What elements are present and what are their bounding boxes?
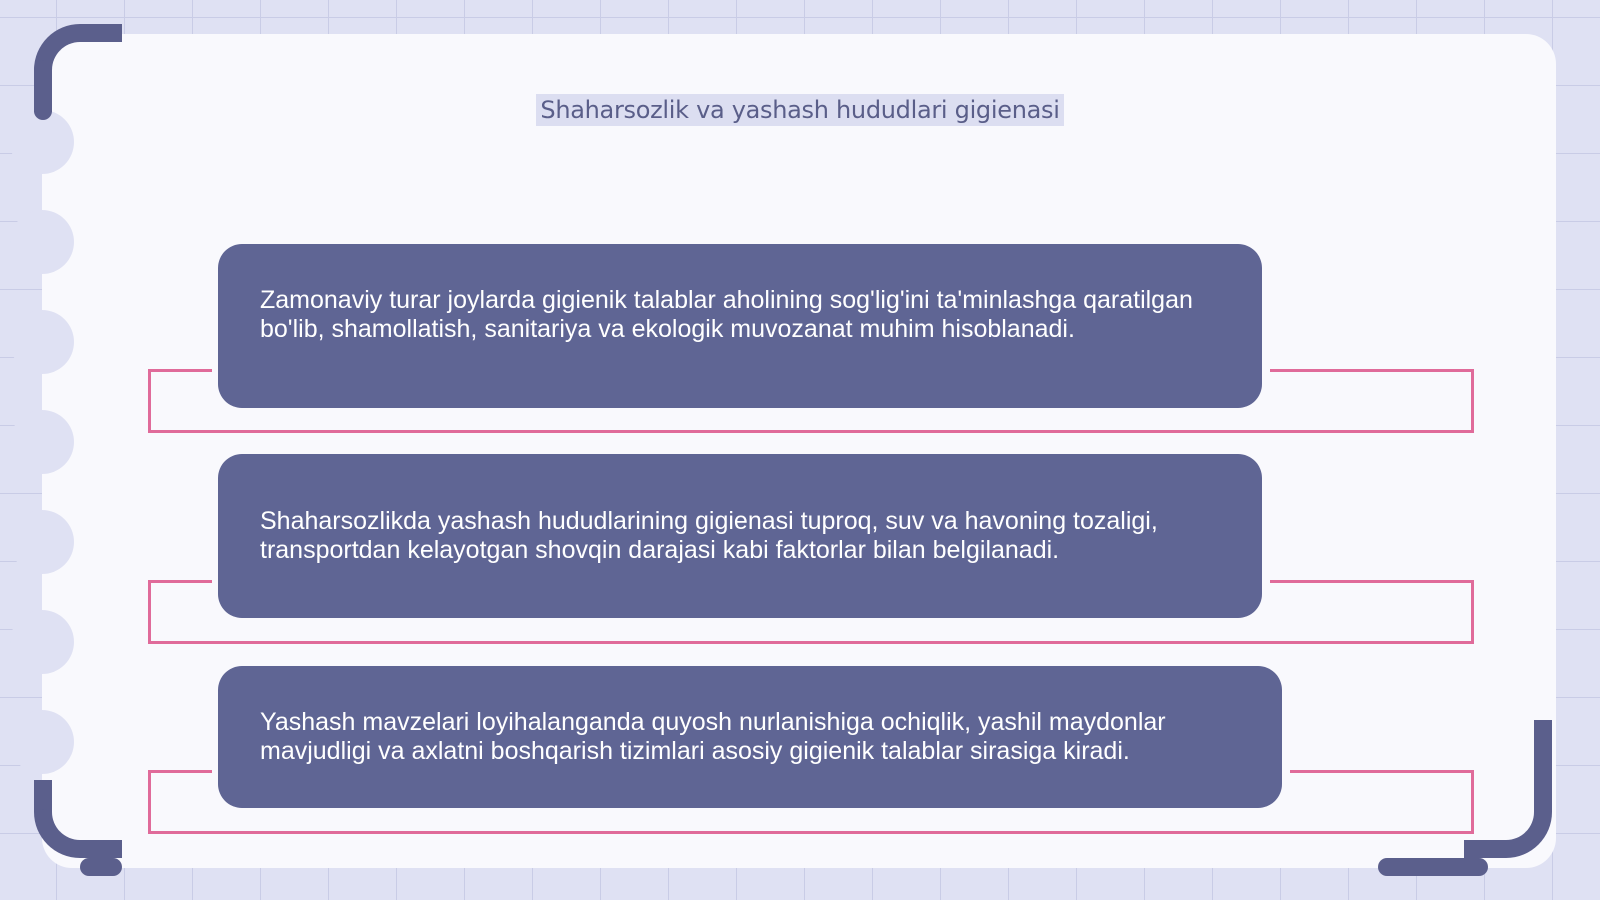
corner-bracket-bottom-right-tail <box>1378 858 1488 876</box>
card-text-2: Shaharsozlikda yashash hududlarining gigienasi tuproq, suv va havoning tozaligi, transportdan kelayotgan shovqin darajasi kabi faktorlar bilan belgilanadi. <box>260 507 1158 564</box>
paper-scallop <box>10 310 74 374</box>
paper-scallop <box>10 210 74 274</box>
card-text-1: Zamonaviy turar joylarda gigienik talablar aholining sog'lig'ini ta'minlashga qaratilgan bo'lib, shamollatish, sanitariya va ekologik muvozanat muhim hisoblanadi. <box>260 286 1193 343</box>
content-card-2 <box>218 454 1262 618</box>
slide-title-wrapper <box>0 94 1600 126</box>
paper-scallop <box>10 710 74 774</box>
paper-scallop <box>10 610 74 674</box>
corner-bracket-bottom-right <box>1464 720 1552 858</box>
paper-scallop <box>10 510 74 574</box>
corner-bracket-bottom-left-tail <box>80 858 122 876</box>
corner-bracket-bottom-left-stub <box>34 780 52 810</box>
card-text-3: Yashash mavzelari loyihalanganda quyosh nurlanishiga ochiqlik, yashil maydonlar mavjudligi va axlatni boshqarish tizimlari asosiy gigienik talablar sirasiga kiradi. <box>260 708 1166 765</box>
slide-title: Shaharsozlik va yashash hududlari gigienasi <box>536 94 1063 126</box>
content-card-1 <box>218 244 1262 408</box>
paper-scallop <box>10 410 74 474</box>
content-card-3 <box>218 666 1282 808</box>
